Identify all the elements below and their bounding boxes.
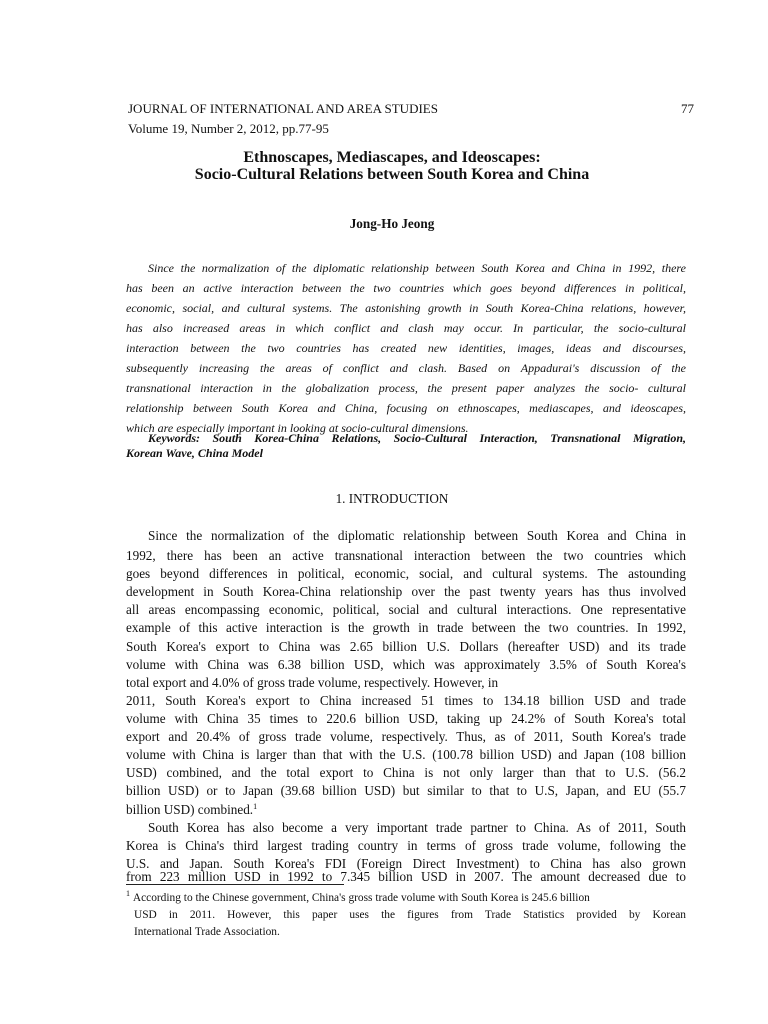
- abstract-line: which are especially important in looking at socio-cultural dimensions.: [126, 421, 469, 435]
- footnote-line-2: USD in 2011. However, this paper uses the figures from Trade Statistics provided by Korean: [134, 909, 686, 921]
- body-line: volume with China is larger than that with the U.S. (100.78 billion USD) and Japan (108 billion: [126, 747, 686, 762]
- abstract-line: economic, social, and cultural systems. The astonishing growth in South Korea-China relations, however,: [126, 301, 686, 315]
- author-name: Jong-Ho Jeong: [349, 216, 435, 231]
- body-line-last: [126, 800, 686, 820]
- body-line: export and 20.4% of gross trade volume, respectively. Thus, as of 2011, South Korea's trade: [126, 729, 686, 744]
- body-line: South Korea's export to China was 2.65 billion U.S. Dollars (hereafter USD) and its trade: [126, 639, 686, 654]
- footnote-line-1: [126, 890, 686, 907]
- footnote-divider: [126, 884, 344, 885]
- journal-name: JOURNAL OF INTERNATIONAL AND AREA STUDIES: [128, 101, 438, 116]
- body-line: billion USD) or to Japan (39.68 billion USD) but similar to that to U.S, Japan, and EU (55.7: [126, 783, 686, 798]
- abstract-line: has been an active interaction between the two countries which goes beyond differences in political,: [126, 281, 686, 295]
- abstract-line: subsequently increasing the areas of conflict and clash. Based on Appadurai's discussion of the: [126, 361, 686, 375]
- footnote-line-3: International Trade Association.: [134, 926, 280, 938]
- body-line: all areas encompassing economic, political, social and cultural interactions. One representative: [126, 602, 686, 617]
- body-line: from 223 million USD in 1992 to 7.345 billion USD in 2007. The amount decreased due to: [126, 869, 686, 884]
- body-line: Korea is China's third largest trading country in terms of gross trade volume, following the: [126, 838, 686, 853]
- body-line: example of this active interaction is the growth in trade between the two countries. In 1992,: [126, 620, 686, 635]
- body-line: South Korea has also become a very important trade partner to China. As of 2011, South: [148, 820, 686, 835]
- section-heading: 1. INTRODUCTION: [335, 491, 449, 506]
- body-line: 2011, South Korea's export to China increased 51 times to 134.18 billion USD and trade: [126, 693, 686, 708]
- body-line: U.S. and Japan. South Korea's FDI (Foreign Direct Investment) to China has also grown: [126, 856, 686, 871]
- page-number: 77: [681, 101, 694, 116]
- paper-title-line-2: Socio-Cultural Relations between South Korea and China: [194, 166, 590, 183]
- body-line: volume with China was 6.38 billion USD, which was approximately 3.5% of South Korea's: [126, 657, 686, 672]
- footnote-mark: 1: [126, 889, 130, 898]
- body-text: billion USD) combined.: [126, 802, 254, 817]
- abstract-line: has also increased areas in which conflict and clash may occur. In particular, the socio-cultural: [126, 321, 686, 335]
- body-line: Since the normalization of the diplomatic relationship between South Korea and China in: [148, 528, 686, 543]
- keywords-line-1: Keywords: South Korea-China Relations, Socio-Cultural Interaction, Transnational Migration,: [148, 431, 686, 445]
- body-line: development in South Korea-China relationship over the past twenty years has thus involved: [126, 584, 686, 599]
- keywords-line-2: Korean Wave, China Model: [126, 446, 263, 460]
- abstract-line: Since the normalization of the diplomatic relationship between South Korea and China in 1992, there: [148, 261, 686, 275]
- footnote-reference[interactable]: 1: [253, 802, 258, 811]
- body-line: volume with China 35 times to 220.6 billion USD, taking up 24.2% of South Korea's total: [126, 711, 686, 726]
- footnote-text: According to the Chinese government, China's gross trade volume with South Korea is 245.6 billion: [132, 892, 590, 904]
- paper-title-line-1: Ethnoscapes, Mediascapes, and Ideoscapes:: [243, 149, 541, 166]
- body-line: 1992, there has been an active transnational interaction between the two countries which: [126, 548, 686, 563]
- journal-volume: Volume 19, Number 2, 2012, pp.77-95: [128, 121, 329, 136]
- body-line: goes beyond differences in political, economic, social, and cultural systems. The astounding: [126, 566, 686, 581]
- body-line: USD) combined, and the total export to China is not only larger than that to U.S. (56.2: [126, 765, 686, 780]
- body-line: total export and 4.0% of gross trade volume, respectively. However, in: [126, 675, 499, 690]
- abstract-line: interaction between the two countries has created new identities, images, ideas and discourses,: [126, 341, 686, 355]
- abstract-line: transnational interaction in the globalization process, the present paper analyzes the socio- cultural: [126, 381, 686, 395]
- abstract-line: relationship between South Korea and China, focusing on ethnoscapes, mediascapes, and ideoscapes,: [126, 401, 686, 415]
